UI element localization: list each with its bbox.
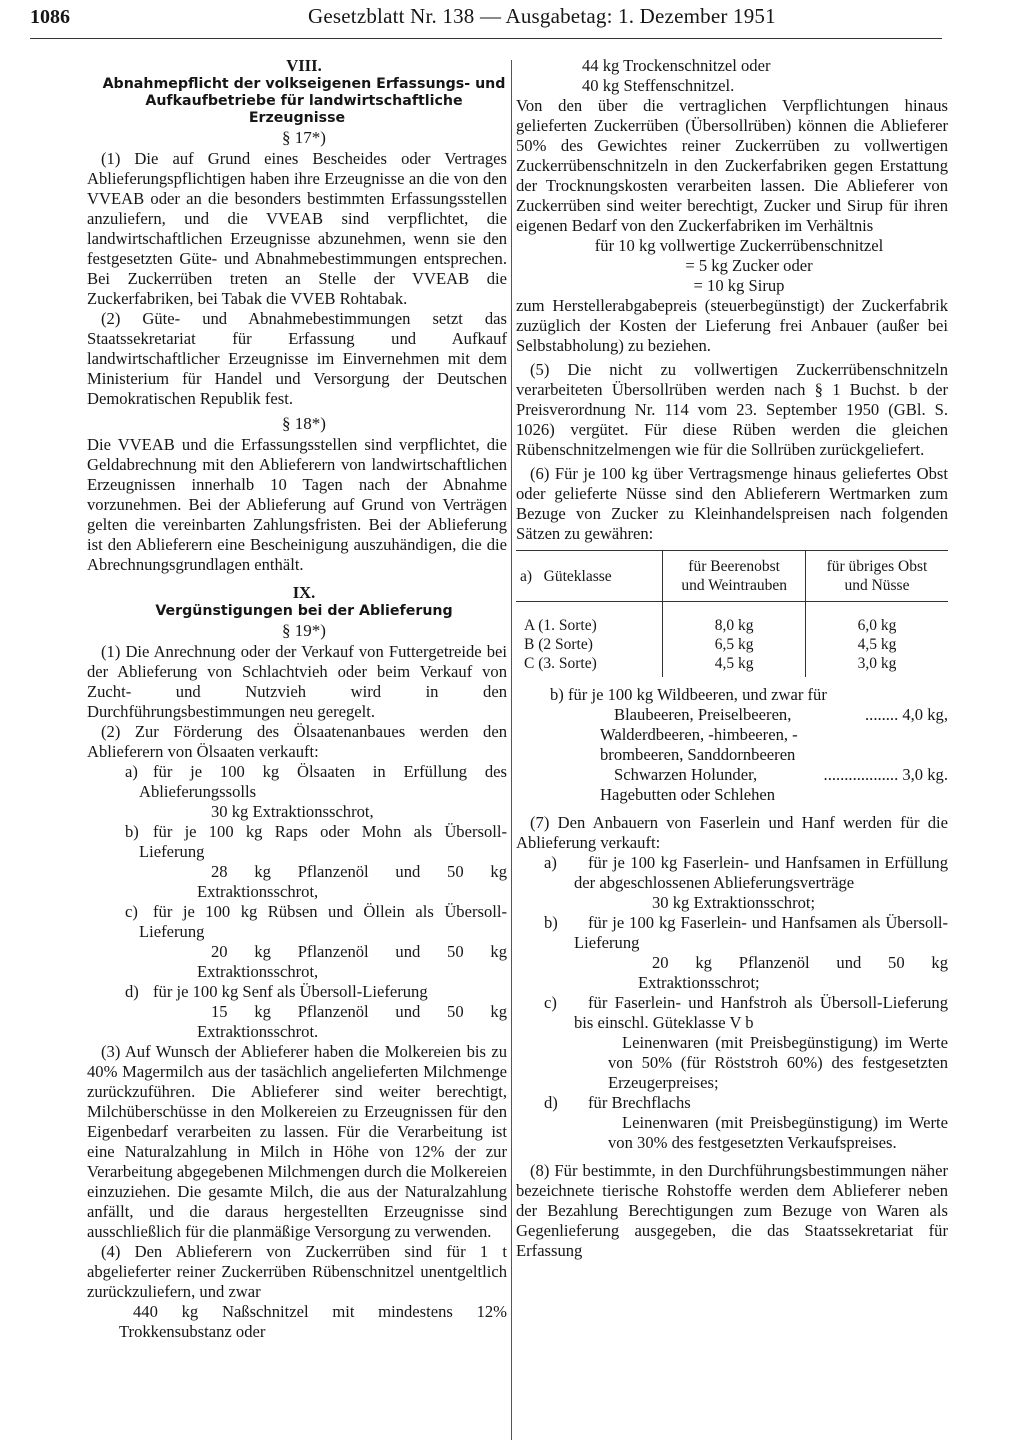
wildberries-intro: b) für je 100 kg Wildbeeren, und zwar für <box>550 685 827 704</box>
table-row <box>516 654 948 677</box>
paragraph-19-clause-3: (3) Auf Wunsch der Ablieferer haben die Molkereien bis zu 40% Magermilch aus der tasächlich angelieferten Milchmenge zurückzuführen. Die Ablieferer sind weiter berechtigt, Milchüberschüsse in den Molkereien zu Erzeugnissen für den Eigenbedarf verarbeiten zu lassen. Für die Verarbeitung ist eine Naturalzahlung in Milch in Höhe von 12% der zur Verarbeitung abgegebenen Milchmengen durch die Molkereien einzuziehen. Die gesamte Milch, die aus der Naturalzahlung anfällt, und die daraus hergestellten Erzeugnisse sind ausschließlich für die planmäßige Versorgung zu verwenden. <box>87 1042 507 1241</box>
clause-4-amount: 440 kg Naßschnitzel mit mindestens 12% Trokkensubstanz oder <box>119 1302 507 1341</box>
list-item-c-amount: 20 kg Pflanzenöl und 50 kg Extraktionsschrot, <box>197 942 507 981</box>
table-cell-berries: 8,0 kg <box>663 616 806 635</box>
paragraph-19-clause-4: (4) Den Ablieferern von Zuckerrüben sind für 1 t abgelieferter reiner Zuckerrüben Rübenschnitzel unentgeltlich zurückzuliefern, und zwar <box>87 1242 507 1301</box>
table-cell-other: 3,0 kg <box>857 655 897 672</box>
grade-table-header <box>516 551 948 602</box>
paragraph-19-clause-7: (7) Den Anbauern von Faserlein und Hanf werden für die Ablieferung verkauft: <box>516 813 948 852</box>
table-header-other: für übriges Obst und Nüsse <box>805 551 948 602</box>
table-cell-grade: B (2 Sorte) <box>516 635 663 654</box>
column-divider <box>511 60 512 1440</box>
ratio-line-1: für 10 kg vollwertige Zuckerrübenschnitzel <box>594 236 884 255</box>
ratio-line-3: = 10 kg Sirup <box>693 276 785 295</box>
paragraph-19-clause-5: (5) Die nicht zu vollwertigen Zuckerrübenschnitzeln verarbeiteten Übersollrüben werden nach § 1 Buchst. b der Preisverordnung Nr. 114 vom 23. September 1950 (GBl. S. 1026) vergütet. Für diese Rüben werden die gleichen Rübenschnitzelmengen wie für die Sollrüben zurückgeliefert. <box>516 360 948 459</box>
list-item-d-amount: 15 kg Pflanzenöl und 50 kg Extraktionsschrot. <box>197 1002 507 1041</box>
amount-steffenschnitzel: 40 kg Steffenschnitzel. <box>582 76 735 95</box>
paragraph-19-clause-1: (1) Die Anrechnung oder der Verkauf von Futtergetreide bei der Ablieferung von Schlachtvieh oder beim Verkauf von Zucht- und Nutzvieh wird in den Durchführungsbestimmungen neu geregelt. <box>87 642 507 721</box>
paragraph-oversupply: Von den über die vertraglichen Verpflichtungen hinaus gelieferten Zuckerrüben (Übersollrüben) können die Ablieferer 50% des Gewichtes reiner Zuckerrüben zu vollwertigen Zuckerrübenschnitzeln in den Zuckerfabriken gegen Erstattung der Trocknungskosten verarbeiten lassen. Die Ablieferer von Zuckerrüben sind weiter berechtigt, Zucker und Sirup für ihren eigenen Bedarf von den Zuckerfabriken im Verhältnis <box>516 96 948 235</box>
wildberries-line-2: Schwarzen Holunder, Hagebutten oder Schlehen .................. 3,0 kg. <box>600 765 948 804</box>
ratio-line-2: = 5 kg Zucker oder <box>685 256 813 275</box>
header-rule <box>30 38 942 39</box>
table-row <box>516 616 948 635</box>
list-item-b-amount: 28 kg Pflanzenöl und 50 kg Extraktionsschrot, <box>197 862 507 901</box>
list-item-c: c) für je 100 kg Rübsen und Öllein als Übersoll-Lieferung <box>125 902 507 941</box>
table-cell-grade: A (1. Sorte) <box>516 616 663 635</box>
paragraph-price: zum Herstellerabgabepreis (steuerbegünstigt) der Zuckerfabrik zuzüglich der Kosten der Lieferung frei Anbauer (außer bei Selbstabholung) zu beziehen. <box>516 296 948 355</box>
paragraph-19-clause-8: (8) Für bestimmte, in den Durchführungsbestimmungen näher bezeichnete tierische Rohstoffe werden dem Ablieferer neben der Bezahlung Berechtigungen zum Bezuge von Waren als Gegenlieferung ausgegeben, die das Staatssekretariat für Erfassung <box>516 1161 948 1260</box>
fiber-item-d: d) für Brechflachs <box>544 1093 691 1112</box>
fiber-item-a: a) für je 100 kg Faserlein- und Hanfsamen in Erfüllung der abgeschlossenen Ablieferungsverträge <box>544 853 948 892</box>
table-cell-grade: C (3. Sorte) <box>516 654 663 677</box>
wildberries-line-1: Blaubeeren, Preiselbeeren, Walderdbeeren, -himbeeren, -brombeeren, Sanddornbeeren ........ 4,0 kg, <box>600 705 948 764</box>
running-title: Gesetzblatt Nr. 138 — Ausgabetag: 1. Dezember 1951 <box>308 4 776 28</box>
table-cell-berries: 6,5 kg <box>663 635 806 654</box>
fiber-item-a-amount: 30 kg Extraktionsschrot; <box>652 893 816 912</box>
page-header <box>0 0 1024 50</box>
fiber-item-c-amount: Leinenwaren (mit Preisbegünstigung) im Werte von 50% (für Röststroh 60%) des festgesetzten Erzeugerpreises; <box>608 1033 948 1092</box>
paragraph-19-clause-6: (6) Für je 100 kg über Vertragsmenge hinaus geliefertes Obst oder gelieferte Nüsse sind den Ablieferern Wertmarken zum Bezuge von Zucker zu Kleinhandelspreisen nach folgenden Sätzen zu gewähren: <box>516 464 948 543</box>
amount-trockenschnitzel: 44 kg Trockenschnitzel oder <box>582 56 771 75</box>
grade-table <box>516 550 948 677</box>
paragraph-17-heading: § 17*) <box>282 128 326 147</box>
paragraph-17-clause-2: (2) Güte- und Abnahmebestimmungen setzt das Staatssekretariat für Erfassung und Aufkauf landwirtschaftlicher Erzeugnisse im Einvernehmen mit dem Ministerium für Handel und Versorgung der Deutschen Demokratischen Republik fest. <box>87 309 507 408</box>
section-number-viii: VIII. <box>286 56 322 75</box>
fiber-item-d-amount: Leinenwaren (mit Preisbegünstigung) im Werte von 30% des festgesetzten Verkaufspreises. <box>608 1113 948 1152</box>
table-cell-other: 4,5 kg <box>857 636 897 653</box>
section-title-viii-line2: Aufkaufbetriebe für landwirtschaftliche Erzeugnisse <box>145 93 463 126</box>
page-number: 1086 <box>30 6 70 28</box>
fiber-item-b-amount: 20 kg Pflanzenöl und 50 kg Extraktionsschrot; <box>638 953 948 992</box>
right-column <box>516 56 948 1261</box>
paragraph-19-clause-2: (2) Zur Förderung des Ölsaatenanbaues werden den Ablieferern von Ölsaaten verkauft: <box>87 722 507 761</box>
left-column <box>87 56 507 1342</box>
list-item-a-amount: 30 kg Extraktionsschrot, <box>211 802 374 821</box>
section-title-viii-line1: Abnahmepflicht der volkseigenen Erfassungs- und <box>102 76 506 92</box>
paragraph-19-heading: § 19*) <box>282 621 326 640</box>
list-item-a: a) für je 100 kg Ölsaaten in Erfüllung des Ablieferungssolls <box>125 762 507 801</box>
fiber-item-b: b) für je 100 kg Faserlein- und Hanfsamen als Übersoll-Lieferung <box>544 913 948 952</box>
paragraph-18-heading: § 18*) <box>282 414 326 433</box>
section-title-ix: Vergünstigungen bei der Ablieferung <box>155 603 453 619</box>
table-header-berries: für Beerenobst und Weintrauben <box>663 551 806 602</box>
table-cell-other: 6,0 kg <box>857 617 897 634</box>
table-header-class: a) Güteklasse <box>516 551 663 602</box>
paragraph-17-clause-1: (1) Die auf Grund eines Bescheides oder Vertrages Ablieferungspflichtigen haben ihre Erzeugnisse an die von den VVEAB oder an die besonders bestimmten Erfassungsstellen anzuliefern, und die VVEAB sind verpflichtet, die landwirtschaftlichen Erzeugnisse abzunehmen, wenn sie den festgesetzten Güte- und Abnahmebestimmungen entsprechen. Bei Zuckerrüben treten an Stelle der VVEAB die Zuckerfabriken, bei Tabak die VVEB Rohtabak. <box>87 149 507 308</box>
table-row <box>516 635 948 654</box>
list-item-d: d) für je 100 kg Senf als Übersoll-Lieferung <box>125 982 428 1001</box>
table-cell-berries: 4,5 kg <box>663 654 806 677</box>
fiber-item-c: c) für Faserlein- und Hanfstroh als Übersoll-Lieferung bis einschl. Güteklasse V b <box>544 993 948 1032</box>
list-item-b: b) für je 100 kg Raps oder Mohn als Übersoll-Lieferung <box>125 822 507 861</box>
paragraph-18-text: Die VVEAB und die Erfassungsstellen sind verpflichtet, die Geldabrechnung mit den Ablieferern von landwirtschaftlichen Erzeugnissen innerhalb 10 Tagen nach der Abnahme vorzunehmen. Bei der Ablieferung auf Grund von Verträgen gelten die vereinbarten Zahlungsfristen. Bei der Ablieferung ist den Ablieferern eine Bescheinigung auszuhändigen, die die Abrechnungsgrundlagen enthält. <box>87 435 507 574</box>
section-number-ix: IX. <box>292 583 316 602</box>
